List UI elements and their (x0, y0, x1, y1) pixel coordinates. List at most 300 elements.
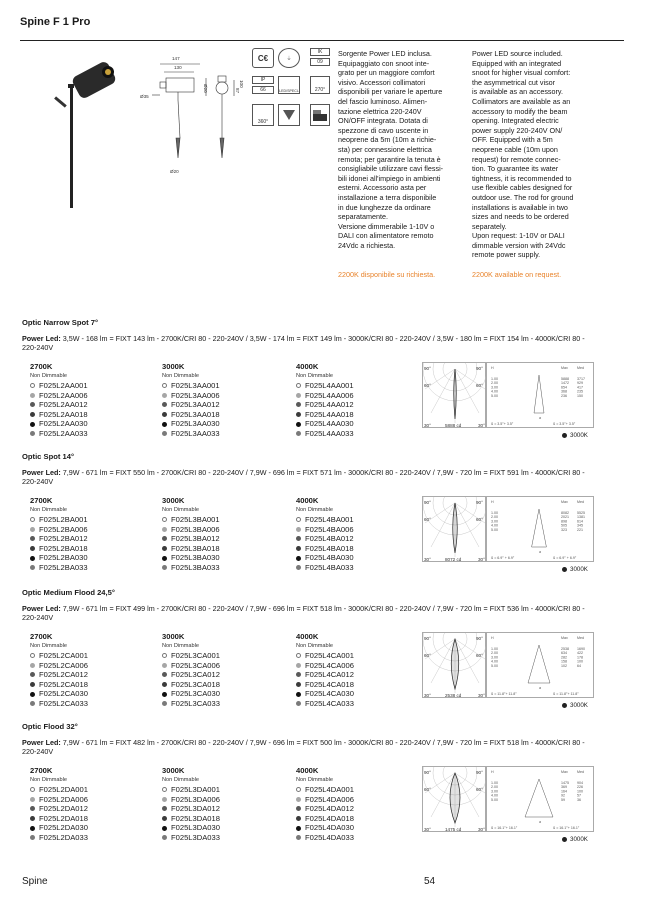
finish-color-dot (296, 431, 301, 436)
product-code: F025L4AA030 (305, 419, 354, 429)
note-italian: 2200K disponibile su richiesta. (338, 270, 436, 279)
finish-color-dot (162, 835, 167, 840)
polar-label: 90° (476, 500, 483, 505)
code-column (30, 766, 150, 843)
color-temperature: 4000K (296, 766, 319, 775)
dimmable-label: Non Dimmable (296, 373, 333, 379)
table-med-value: 100 (577, 789, 583, 794)
table-max-value: 5888 (561, 377, 569, 381)
alpha-label: a (539, 550, 541, 554)
power-label: Power Led: (22, 738, 61, 747)
dimmable-label: Non Dimmable (296, 777, 333, 783)
finish-color-dot (162, 806, 167, 811)
dimmable-label: Non Dimmable (162, 507, 199, 513)
product-code: F025L3AA033 (171, 428, 220, 438)
finish-color-dot (296, 787, 301, 792)
product-code-row (30, 699, 150, 709)
power-label: Power Led: (22, 334, 61, 343)
table-med-value: 100 (577, 659, 583, 664)
table-med-value: 235 (577, 389, 583, 394)
product-code: F025L2DA006 (39, 794, 88, 804)
table-h-value: 4.00 (491, 659, 498, 664)
polar-label: 30° (478, 423, 485, 428)
product-code-row (296, 525, 416, 535)
product-code-row (30, 429, 150, 439)
table-max-value: 282 (561, 655, 567, 660)
product-code: F025L2CA033 (39, 698, 88, 708)
polar-label: 30° (478, 693, 485, 698)
product-code: F025L2CA012 (39, 670, 88, 680)
product-code: F025L4DA001 (305, 785, 354, 794)
product-code-row (162, 534, 282, 544)
product-code: F025L4AA006 (305, 390, 354, 400)
product-code-row (162, 651, 282, 661)
product-code-row (162, 410, 282, 420)
finish-color-dot (162, 527, 167, 532)
table-med-value: 904 (577, 781, 583, 785)
optic-section (22, 318, 624, 439)
product-code: F025L3CA006 (171, 660, 220, 670)
product-code-row (296, 429, 416, 439)
product-code: F025L4CA001 (305, 651, 354, 660)
code-column (296, 766, 416, 843)
product-code-row (296, 795, 416, 805)
polar-label: 30° (478, 557, 485, 562)
power-spec (22, 604, 597, 622)
product-code: F025L3DA001 (171, 785, 220, 794)
finish-color-dot (296, 393, 301, 398)
product-code: F025L3AA006 (171, 390, 220, 400)
product-code: F025L3BA033 (171, 562, 220, 572)
product-code: F025L3DA006 (171, 794, 220, 804)
table-header-h: H (491, 366, 494, 370)
product-code-row (296, 670, 416, 680)
product-code-row (296, 400, 416, 410)
table-med-value: 929 (577, 381, 583, 386)
color-temperature: 3000K (162, 496, 185, 505)
dim-d35: Ø35 (140, 94, 149, 99)
product-code-row (296, 419, 416, 429)
illuminance-table (486, 496, 594, 562)
finish-color-dot (30, 565, 35, 570)
color-temperature: 2700K (30, 632, 53, 641)
product-code-row (30, 680, 150, 690)
product-code-row (162, 699, 282, 709)
alpha-label: a (539, 820, 541, 824)
polar-label: 1475 cd (445, 827, 462, 832)
table-h-value: 5.00 (491, 393, 498, 398)
product-code-row (30, 410, 150, 420)
product-code: F025L2DA030 (39, 823, 88, 833)
table-max-value: 1475 (561, 781, 569, 785)
code-column (162, 766, 282, 843)
product-code: F025L4BA006 (305, 524, 354, 534)
product-code: F025L2CA001 (39, 651, 88, 660)
header-rule (20, 40, 624, 41)
product-code: F025L4DA006 (305, 794, 354, 804)
finish-color-dot (30, 663, 35, 668)
table-h-value: 3.00 (491, 385, 498, 390)
polar-diagram (422, 766, 486, 832)
product-code: F025L2BA001 (39, 515, 88, 524)
product-code-row (162, 823, 282, 833)
product-code: F025L2CA030 (39, 689, 88, 699)
finish-color-dot (162, 517, 167, 522)
color-temperature: 4000K (296, 496, 319, 505)
illuminance-table (486, 632, 594, 698)
product-code: F025L4CA006 (305, 660, 354, 670)
color-temperature: 2700K (30, 362, 53, 371)
diagram-temp-text: 3000K (570, 432, 588, 439)
polar-label: 30° (424, 423, 431, 428)
finish-color-dot (296, 826, 301, 831)
finish-color-dot (30, 692, 35, 697)
product-code-row (296, 515, 416, 525)
finish-color-dot (162, 556, 167, 561)
product-code-row (162, 553, 282, 563)
finish-color-dot (162, 383, 167, 388)
beam-angle-left: ß = 11.8°+ 11.8° (491, 692, 517, 696)
product-code-row (162, 525, 282, 535)
product-code-row (30, 804, 150, 814)
product-code-row (30, 400, 150, 410)
table-max-value: 654 (561, 385, 567, 390)
code-column (30, 362, 150, 439)
table-med-value: 221 (577, 527, 583, 532)
product-code-row (296, 544, 416, 554)
color-temperature: 3000K (162, 632, 185, 641)
diagram-temp-text: 3000K (570, 566, 588, 573)
table-max-value: 102 (561, 663, 567, 668)
product-code: F025L3AA018 (171, 409, 220, 419)
diagram-temperature-label (562, 702, 588, 709)
color-temperature: 2700K (30, 766, 53, 775)
table-max-value: 323 (561, 527, 567, 532)
table-med-value: 64 (577, 663, 581, 668)
ce-mark-icon: C€ (252, 48, 274, 68)
finish-color-dot (30, 701, 35, 706)
power-spec (22, 738, 597, 756)
beam-cone (525, 779, 553, 817)
rotation-360-icon: 360° (252, 104, 274, 126)
table-h-value: 4.00 (491, 793, 498, 798)
diameter-icon (562, 703, 567, 708)
table-h-value: 1.00 (491, 647, 498, 651)
table-h-value: 5.00 (491, 527, 498, 532)
code-column (30, 632, 150, 709)
finish-color-dot (296, 527, 301, 532)
finish-color-dot (296, 422, 301, 427)
beam-angle-right: ß = 3.5°+ 3.5° (553, 422, 576, 426)
table-header-h: H (491, 770, 494, 774)
product-code: F025L3BA030 (171, 553, 220, 563)
power-spec (22, 468, 597, 486)
section-title: Optic Medium Flood 24,5° (22, 588, 115, 597)
finish-color-dot (296, 383, 301, 388)
polar-label: 90° (424, 636, 431, 641)
polar-diagram (422, 362, 486, 428)
finish-color-dot (296, 565, 301, 570)
product-code: F025L4CA030 (305, 689, 354, 699)
beam-curve (450, 773, 460, 823)
section-title: Optic Flood 32° (22, 722, 78, 731)
finish-color-dot (296, 402, 301, 407)
led-spec-icon: LED/SPECL (278, 76, 300, 94)
product-code-row (162, 381, 282, 391)
product-code: F025L3BA006 (171, 524, 220, 534)
product-code-row (296, 833, 416, 843)
finish-color-dot (30, 517, 35, 522)
table-header-h: H (491, 500, 494, 504)
product-code: F025L3AA030 (171, 419, 220, 429)
finish-color-dot (296, 517, 301, 522)
finish-color-dot (296, 412, 301, 417)
table-max-value: 236 (561, 393, 567, 398)
product-code-row (30, 651, 150, 661)
table-max-value: 158 (561, 659, 567, 664)
ground-install-icon (310, 104, 330, 126)
description-en-text: Power LED source included. Equipped with an integrated snoot for higher visual comfort: the asymmetrical cut visor is available as an accessory. Collimators are available as an accessory to modify the beam opening. Integrated electric power supply 220-240V ON/ OFF. Equipped with a 5m neoprene cable (10m upon request) for remote connec- tion. To guarantee its water tightness, it is recommended to use flexible cables designed for outdoor use. The rod for ground installations is available in two sizes and needs to be ordered separately. Upon request: 1-10V or DALI dimmable version with 24Vdc remote power supply. (472, 49, 574, 260)
polar-label: 90° (476, 636, 483, 641)
product-code-row (30, 391, 150, 401)
product-code: F025L4DA030 (305, 823, 354, 833)
table-h-value: 5.00 (491, 797, 498, 802)
polar-label: 30° (424, 827, 431, 832)
finish-color-dot (296, 556, 301, 561)
finish-color-dot (30, 835, 35, 840)
product-code: F025L2AA018 (39, 409, 88, 419)
finish-color-dot (296, 653, 301, 658)
beam-angle-left: ß = 3.5°+ 3.5° (491, 422, 514, 426)
ik-label: IK (310, 48, 330, 56)
ip-value: 66 (252, 86, 274, 94)
product-code-row (296, 814, 416, 824)
polar-label: 60° (424, 653, 431, 658)
polar-label: 60° (476, 517, 483, 522)
product-code-row (296, 391, 416, 401)
table-h-value: 4.00 (491, 389, 498, 394)
finish-color-dot (162, 797, 167, 802)
beam-curve (451, 639, 459, 689)
polar-label: 60° (476, 787, 483, 792)
table-med-value: 3717 (577, 377, 585, 381)
product-code-row (30, 544, 150, 554)
finish-color-dot (30, 816, 35, 821)
product-code: F025L2AA006 (39, 390, 88, 400)
product-code-row (162, 785, 282, 795)
table-med-value: 150 (577, 393, 583, 398)
optic-section (22, 722, 624, 843)
polar-label: 30° (424, 557, 431, 562)
product-code-row (30, 515, 150, 525)
product-code-row (30, 823, 150, 833)
alpha-label: a (539, 416, 541, 420)
table-h-value: 3.00 (491, 519, 498, 524)
beam-cone (534, 375, 544, 413)
product-code-row (162, 429, 282, 439)
product-code: F025L2BA033 (39, 562, 88, 572)
table-med-value: 345 (577, 523, 583, 528)
table-header-med: Med (577, 366, 584, 370)
finish-color-dot (296, 672, 301, 677)
table-med-value: 614 (577, 519, 583, 524)
product-code-row (30, 689, 150, 699)
dimmable-label: Non Dimmable (296, 507, 333, 513)
product-code: F025L3CA018 (171, 679, 220, 689)
polar-label: 90° (424, 500, 431, 505)
diagram-temp-text: 3000K (570, 702, 588, 709)
color-temperature: 4000K (296, 632, 319, 641)
dim-130: 130 (174, 65, 182, 70)
code-column (296, 496, 416, 573)
product-code: F025L2DA001 (39, 785, 88, 794)
table-max-value: 92 (561, 793, 565, 798)
beam-curve (453, 503, 458, 553)
finish-color-dot (296, 663, 301, 668)
product-code: F025L2DA012 (39, 804, 88, 814)
page-number: 54 (424, 876, 436, 887)
product-code: F025L2AA012 (39, 400, 88, 410)
finish-color-dot (296, 701, 301, 706)
product-code: F025L2BA030 (39, 553, 88, 563)
illuminance-table (486, 766, 594, 832)
product-code-row (296, 553, 416, 563)
dimmable-label: Non Dimmable (296, 643, 333, 649)
finish-color-dot (30, 787, 35, 792)
dimmable-label: Non Dimmable (30, 777, 67, 783)
power-label: Power Led: (22, 468, 61, 477)
optic-section (22, 588, 624, 709)
product-code: F025L2AA033 (39, 428, 88, 438)
finish-color-dot (162, 787, 167, 792)
table-max-value: 8082 (561, 511, 569, 515)
product-code: F025L4AA012 (305, 400, 354, 410)
illuminance-table (486, 362, 594, 428)
beam-angle-right: ß = 11.8°+ 11.8° (553, 692, 579, 696)
table-max-value: 368 (561, 389, 567, 394)
finish-color-dot (296, 692, 301, 697)
product-code: F025L3BA001 (171, 515, 220, 524)
finish-color-dot (30, 682, 35, 687)
product-code-row (162, 544, 282, 554)
dimmable-label: Non Dimmable (30, 643, 67, 649)
product-code: F025L4BA012 (305, 534, 354, 544)
product-code: F025L3CA001 (171, 651, 220, 660)
product-code-row (30, 785, 150, 795)
beam-curve (454, 369, 457, 419)
product-code-row (296, 410, 416, 420)
product-code-row (296, 689, 416, 699)
product-code: F025L4BA030 (305, 553, 354, 563)
product-code: F025L2DA018 (39, 813, 88, 823)
product-code: F025L2AA030 (39, 419, 88, 429)
beam-icon (278, 104, 300, 126)
finish-color-dot (30, 797, 35, 802)
polar-label: 90° (476, 770, 483, 775)
note-english: 2200K available on request. (472, 270, 562, 279)
product-code-row (30, 381, 150, 391)
product-code-row (296, 823, 416, 833)
product-code: F025L2BA012 (39, 534, 88, 544)
dimmable-label: Non Dimmable (162, 777, 199, 783)
power-text: 3,5W - 168 lm = FIXT 143 lm - 2700K/CRI 80 - 220-240V / 3,5W - 174 lm = FIXT 149 lm - 3000K/CRI 80 - 220-240V / 3,5W - 180 lm = FIXT 154 lm - 4000K/CRI 80 - 220-240V (22, 334, 585, 353)
table-header-max: Max (561, 636, 568, 640)
table-max-value: 505 (561, 523, 567, 528)
product-code-row (162, 563, 282, 573)
finish-color-dot (296, 682, 301, 687)
finish-color-dot (162, 431, 167, 436)
product-code-row (162, 391, 282, 401)
finish-color-dot (296, 546, 301, 551)
table-header-med: Med (577, 636, 584, 640)
polar-label: 90° (424, 770, 431, 775)
power-text: 7,9W - 671 lm = FIXT 550 lm - 2700K/CRI 80 - 220-240V / 7,9W - 696 lm = FIXT 571 lm - 3000K/CRI 80 - 220-240V / 7,9W - 720 lm = FIXT 591 lm - 4000K/CRI 80 - 220-240V (22, 468, 585, 487)
finish-color-dot (296, 806, 301, 811)
finish-color-dot (162, 412, 167, 417)
product-code: F025L4AA018 (305, 409, 354, 419)
product-code: F025L4AA001 (305, 381, 354, 390)
power-label: Power Led: (22, 604, 61, 613)
table-max-value: 898 (561, 519, 567, 524)
product-code-row (296, 699, 416, 709)
product-code-row (30, 534, 150, 544)
finish-color-dot (162, 402, 167, 407)
finish-color-dot (162, 816, 167, 821)
product-code: F025L4CA012 (305, 670, 354, 680)
table-h-value: 1.00 (491, 781, 498, 785)
product-code: F025L2AA001 (39, 381, 88, 390)
table-med-value: 422 (577, 651, 583, 656)
earth-symbol-icon: ⏚ (278, 48, 300, 68)
product-code: F025L2BA006 (39, 524, 88, 534)
finish-color-dot (30, 546, 35, 551)
finish-color-dot (30, 422, 35, 427)
table-header-med: Med (577, 500, 584, 504)
product-code-row (162, 400, 282, 410)
rotation-270-icon: 270° (310, 76, 330, 94)
finish-color-dot (162, 536, 167, 541)
product-code-row (30, 553, 150, 563)
product-code: F025L3CA012 (171, 670, 220, 680)
finish-color-dot (30, 402, 35, 407)
diagram-temperature-label (562, 432, 588, 439)
product-code: F025L2CA018 (39, 679, 88, 689)
product-code: F025L4AA033 (305, 428, 354, 438)
table-med-value: 57 (577, 793, 581, 798)
description-italian (338, 49, 460, 250)
dimension-drawing (152, 64, 234, 158)
finish-color-dot (162, 663, 167, 668)
product-code-row (162, 814, 282, 824)
polar-label: 5888 cd (445, 423, 462, 428)
footer-collection: Spine (22, 876, 48, 887)
product-code-row (30, 795, 150, 805)
finish-color-dot (30, 826, 35, 831)
color-temperature: 4000K (296, 362, 319, 371)
table-h-value: 2.00 (491, 381, 498, 386)
product-code-row (30, 419, 150, 429)
code-column (30, 496, 150, 573)
section-title: Optic Narrow Spot 7° (22, 318, 99, 327)
beam-angle-right: ß = 16.1°+ 16.1° (553, 826, 580, 830)
product-code: F025L3DA033 (171, 832, 220, 842)
polar-label: 60° (476, 383, 483, 388)
beam-angle-left: ß = 16.1°+ 16.1° (491, 826, 518, 830)
product-code-row (296, 651, 416, 661)
beam-angle-right: ß = 6.9° + 6.9° (553, 556, 577, 560)
table-header-med: Med (577, 770, 584, 774)
finish-color-dot (296, 816, 301, 821)
